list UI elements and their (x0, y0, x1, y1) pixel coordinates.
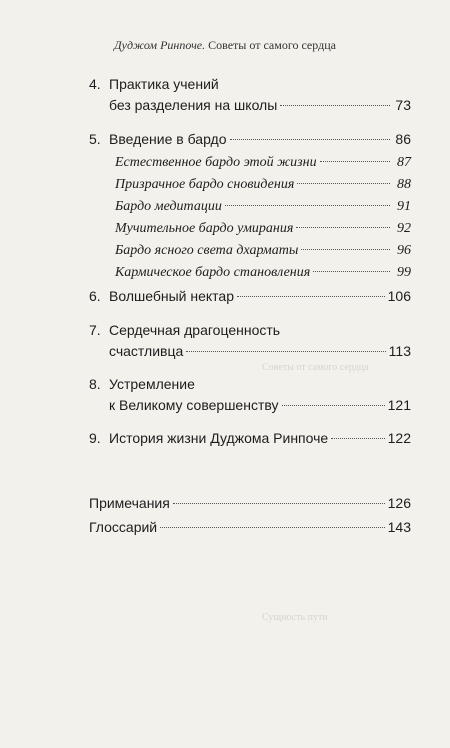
show-through-text: Сущность пути (262, 612, 328, 623)
toc-subentry (89, 218, 411, 239)
running-header (0, 38, 450, 53)
entry-number: 5. (89, 131, 101, 147)
dot-leader (297, 183, 390, 184)
dot-leader (282, 405, 385, 406)
page-number: 88 (397, 177, 411, 192)
subentry-title: Мучительное бардо умирания (115, 221, 294, 236)
page-number: 73 (395, 97, 411, 113)
entry-title: Глоссарий (89, 519, 158, 535)
entry-title: Примечания (89, 495, 170, 511)
dot-leader (331, 438, 384, 439)
toc-entry-4 (89, 74, 411, 116)
dot-leader (230, 139, 390, 140)
entry-number: 4. (89, 76, 101, 92)
entry-title-line1: Сердечная драгоценность (109, 322, 281, 338)
page-number: 122 (387, 430, 411, 446)
show-through-text: Советы от самого сердца (262, 362, 369, 373)
toc-entry-glossary (89, 517, 411, 538)
dot-leader (186, 351, 385, 352)
header-title: Советы от самого сердца (208, 38, 336, 52)
page-number: 92 (397, 221, 411, 236)
dot-leader (237, 296, 385, 297)
page-number: 99 (397, 265, 411, 280)
toc-subentry (89, 174, 411, 195)
toc-entry-5 (89, 129, 411, 150)
entry-number: 7. (89, 322, 101, 338)
toc-entry-9 (89, 428, 411, 449)
dot-leader (313, 271, 390, 272)
dot-leader (320, 161, 390, 162)
page-number: 86 (395, 131, 411, 147)
toc-entry-7 (89, 320, 411, 362)
toc-entry-notes (89, 493, 411, 514)
entry-title-line1: Устремление (109, 376, 195, 392)
subentry-title: Кармическое бардо становления (115, 265, 311, 280)
subentry-title: Естественное бардо этой жизни (115, 155, 317, 170)
toc-subentry (89, 240, 411, 261)
page-number: 87 (397, 155, 411, 170)
page-number: 121 (387, 397, 411, 413)
entry-title-line2: без разделения на школы (109, 97, 278, 113)
dot-leader (160, 527, 385, 528)
entry-title: Волшебный нектар (109, 288, 234, 304)
page-number: 113 (388, 343, 411, 359)
toc-subentry (89, 152, 411, 173)
toc-entry-8 (89, 374, 411, 416)
header-author: Дуджом Ринпоче. (114, 38, 206, 52)
subentry-title: Бардо ясного света дхарматы (115, 243, 299, 258)
toc-subentry (89, 262, 411, 283)
entry-title-line2: счастливца (109, 343, 184, 359)
dot-leader (296, 227, 390, 228)
subentry-title: Призрачное бардо сновидения (115, 177, 295, 192)
toc-entry-6 (89, 286, 411, 307)
toc-subentry (89, 196, 411, 217)
entry-number: 6. (89, 288, 101, 304)
dot-leader (301, 249, 390, 250)
entry-title-line1: Практика учений (109, 76, 219, 92)
page-number: 106 (387, 288, 411, 304)
subentry-title: Бардо медитации (115, 199, 222, 214)
entry-number: 9. (89, 430, 101, 446)
dot-leader (225, 205, 390, 206)
dot-leader (280, 105, 390, 106)
entry-title: История жизни Дуджома Ринпоче (109, 430, 329, 446)
entry-title-line2: к Великому совершенству (109, 397, 279, 413)
page-number: 96 (397, 243, 411, 258)
dot-leader (173, 503, 385, 504)
entry-title: Введение в бардо (109, 131, 227, 147)
page-number: 91 (397, 199, 411, 214)
page-number: 126 (387, 495, 411, 511)
page-number: 143 (387, 519, 411, 535)
entry-number: 8. (89, 376, 101, 392)
